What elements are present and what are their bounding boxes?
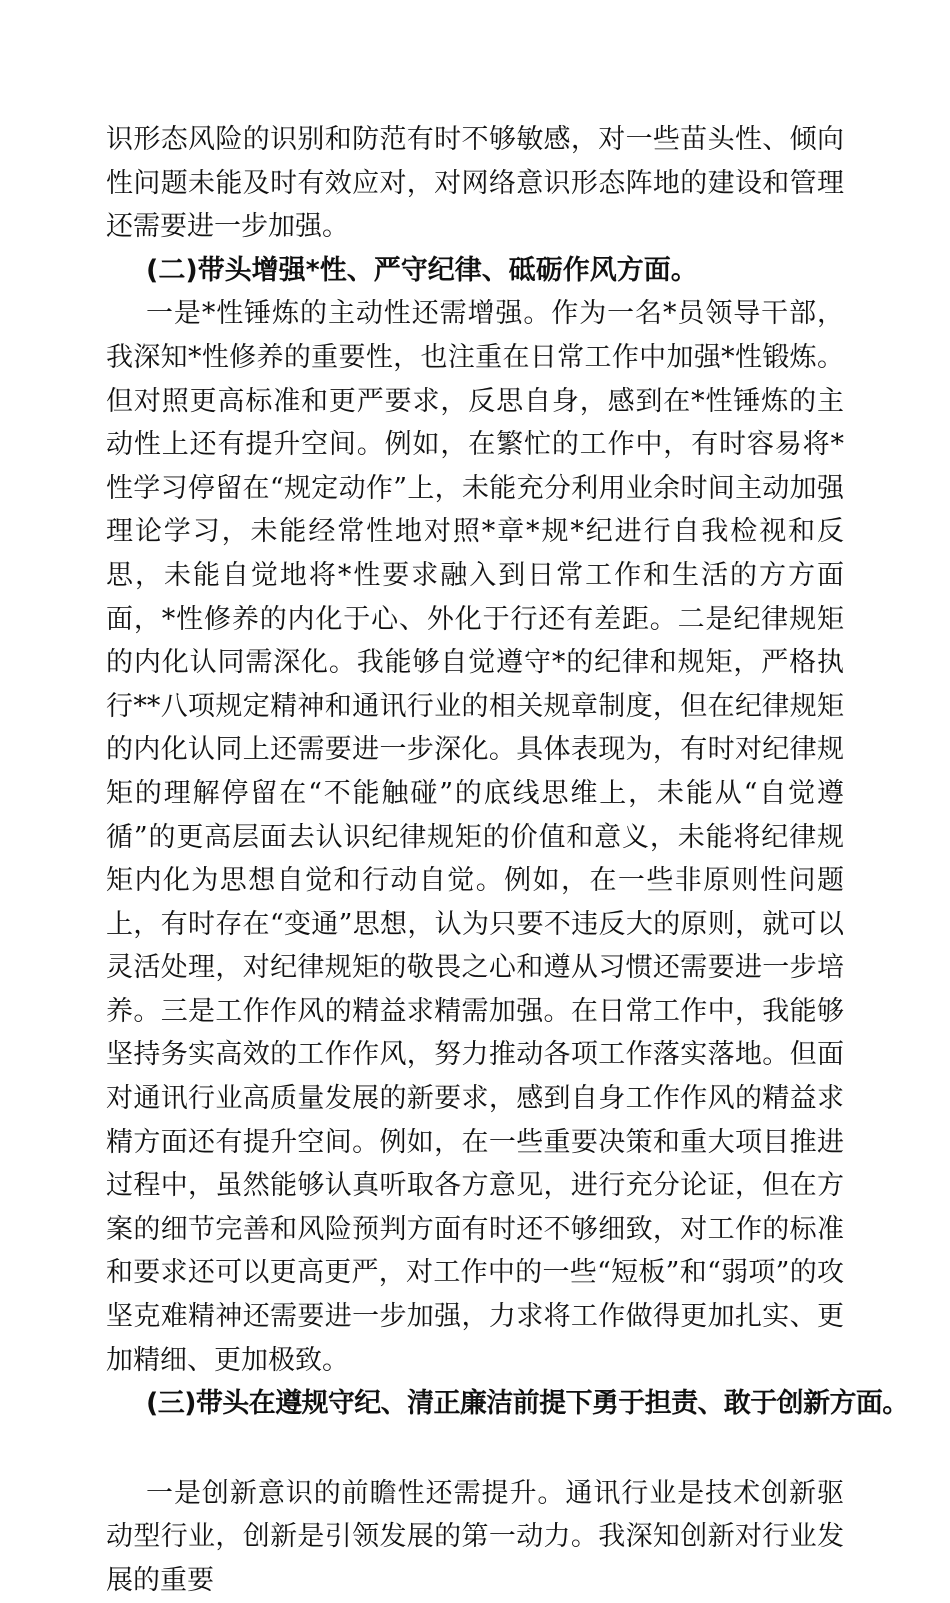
section-heading-2: (二)带头增强*性、严守纪律、砥砺作风方面。 <box>146 254 698 286</box>
paragraph-section-3: 一是创新意识的前瞻性还需提升。通讯行业是技术创新驱动型行业，创新是引领发展的第一动力。我深知创新对行业发展的重要 <box>106 1477 844 1596</box>
paragraph-continuation: 识形态风险的识别和防范有时不够敏感，对一些苗头性、倾向性问题未能及时有效应对，对网络意识形态阵地的建设和管理还需要进一步加强。 <box>106 124 844 243</box>
section-heading-3: (三)带头在遵规守纪、清正廉洁前提下勇于担责、敢于创新方面。 <box>146 1388 909 1420</box>
document-page <box>106 118 909 1603</box>
paragraph-section-2: 一是*性锤炼的主动性还需增强。作为一名*员领导干部，我深知*性修养的重要性，也注重在日常工作中加强*性锻炼。但对照更高标准和更严要求，反思自身，感到在*性锤炼的主动性上还有提升空间。例如，在繁忙的工作中，有时容易将*性学习停留在“规定动作”上，未能充分利用业余时间主动加强理论学习，未能经常性地对照*章*规*纪进行自我检视和反思，未能自觉地将*性要求融入到日常工作和生活的方方面面，*性修养的内化于心、外化于行还有差距。二是纪律规矩的内化认同需深化。我能够自觉遵守*的纪律和规矩，严格执行**八项规定精神和通讯行业的相关规章制度，但在纪律规矩的内化认同上还需要进一步深化。具体表现为，有时对纪律规矩的理解停留在“不能触碰”的底线思维上，未能从“自觉遵循”的更高层面去认识纪律规矩的价值和意义，未能将纪律规矩内化为思想自觉和行动自觉。例如，在一些非原则性问题上，有时存在“变通”思想，认为只要不违反大的原则，就可以灵活处理，对纪律规矩的敬畏之心和遵从习惯还需要进一步培养。三是工作作风的精益求精需加强。在日常工作中，我能够坚持务实高效的工作作风，努力推动各项工作落实落地。但面对通讯行业高质量发展的新要求，感到自身工作作风的精益求精方面还有提升空间。例如，在一些重要决策和重大项目推进过程中，虽然能够认真听取各方意见，进行充分论证，但在方案的细节完善和风险预判方面有时还不够细致，对工作的标准和要求还可以更高更严，对工作中的一些“短板”和“弱项”的攻坚克难精神还需要进一步加强，力求将工作做得更加扎实、更加精细、更加极致。 <box>106 298 844 1376</box>
